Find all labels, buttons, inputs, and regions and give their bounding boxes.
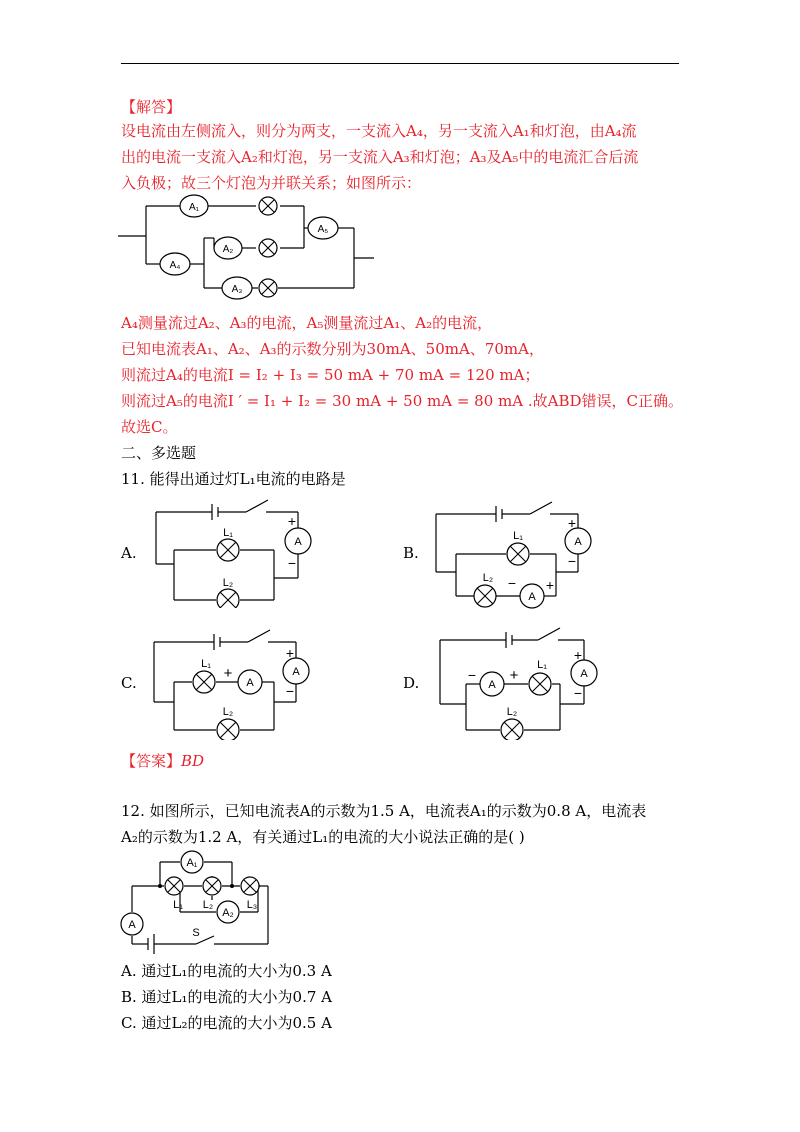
solution-after-1: A₄测量流过A₂、A₃的电流，A₅测量流过A₁、A₂的电流， [121, 314, 493, 332]
svg-text:A: A [128, 919, 136, 931]
label-a1: A₁ [188, 202, 200, 213]
svg-text:L₂: L₂ [222, 706, 234, 718]
svg-text:+: + [545, 577, 555, 593]
svg-text:+: + [573, 647, 583, 663]
header-rule [121, 63, 679, 64]
svg-text:L₁: L₁ [513, 530, 523, 542]
svg-text:+: + [285, 645, 295, 661]
solution-after-4: 则流过A₅的电流I ′ = I₁ + I₂ = 30 mA + 50 mA = 80 mA .故ABD错误，C正确。 [121, 392, 683, 410]
q11-option-c-label: C. [121, 674, 137, 692]
svg-text:A: A [294, 536, 302, 548]
svg-text:A: A [528, 591, 536, 603]
svg-text:L₁: L₁ [537, 659, 547, 671]
solution-after-3: 则流过A₄的电流I = I₂ + I₃ = 50 mA + 70 mA = 120 mA； [121, 366, 540, 384]
q11-option-a-label: A. [121, 544, 137, 562]
q12-stem-2: A₂的示数为1.2 A，有关通过L₁的电流的大小说法正确的是( ) [121, 828, 525, 846]
q11-circuit-c [150, 624, 320, 740]
answer-value: BD [181, 752, 205, 770]
q12-choice-b: B. 通过L₁的电流的大小为0.7 A [121, 988, 332, 1006]
svg-text:L₂: L₂ [482, 572, 494, 584]
svg-text:A: A [292, 666, 300, 678]
label-a5: A₅ [317, 224, 329, 235]
answer-prefix: 【答案】 [121, 752, 182, 770]
svg-text:L₃: L₃ [246, 899, 258, 911]
q12-stem-1: 12. 如图所示，已知电流表A的示数为1.5 A，电流表A₁的示数为0.8 A，电流表 [121, 802, 647, 820]
svg-text:+: + [287, 513, 297, 529]
svg-text:A: A [574, 536, 582, 548]
svg-text:L₁: L₁ [173, 899, 183, 911]
svg-text:A: A [488, 679, 496, 691]
svg-text:L₂: L₂ [202, 899, 214, 911]
solution-after-2: 已知电流表A₁、A₂、A₃的示数分别为30mA、50mA、70mA， [121, 340, 544, 358]
solution-line-3: 入负极；故三个灯泡为并联关系；如图所示： [121, 174, 422, 192]
solution-line-1: 设电流由左侧流入，则分为两支，一支流入A₄，另一支流入A₁和灯泡，由A₄流 [121, 122, 637, 140]
solution-header: 【解答】 [121, 98, 182, 116]
svg-text:+: + [509, 667, 519, 684]
svg-text:−: − [467, 667, 477, 683]
svg-text:−: − [507, 575, 517, 591]
svg-text:L₁: L₁ [201, 658, 211, 670]
q12-circuit-diagram [120, 850, 280, 954]
q11-circuit-a [150, 496, 320, 608]
section-title: 二、多选题 [121, 444, 197, 462]
q11-option-b-label: B. [403, 544, 419, 562]
q11-circuit-b [432, 496, 602, 612]
svg-text:+: + [567, 515, 577, 531]
svg-text:S: S [192, 927, 200, 939]
svg-text:−: − [287, 555, 297, 571]
label-a4: A₄ [169, 260, 181, 271]
q11-circuit-d [432, 624, 602, 740]
svg-text:L₂: L₂ [506, 706, 518, 718]
svg-text:A₁: A₁ [186, 857, 198, 869]
label-a3: A₃ [231, 284, 243, 295]
q11-option-d-label: D. [403, 674, 420, 692]
label-a2: A₂ [222, 244, 234, 255]
solution-line-2: 出的电流一支流入A₂和灯泡，另一支流入A₃和灯泡；A₃及A₅中的电流汇合后流 [121, 148, 639, 166]
svg-text:A₂: A₂ [222, 907, 234, 919]
svg-text:L₁: L₁ [223, 527, 233, 539]
solution-after-5: 故选C。 [121, 418, 178, 436]
q12-choice-c: C. 通过L₂的电流的大小为0.5 A [121, 1014, 332, 1032]
svg-text:A: A [580, 668, 588, 680]
svg-text:L₂: L₂ [222, 577, 234, 589]
q12-choice-a: A. 通过L₁的电流的大小为0.3 A [121, 962, 332, 980]
solution-circuit-diagram [118, 192, 378, 304]
q11-answer [121, 750, 204, 772]
svg-text:−: − [573, 685, 583, 701]
svg-text:−: − [285, 683, 295, 699]
svg-text:+: + [223, 665, 233, 682]
svg-text:A: A [246, 677, 254, 689]
svg-text:−: − [567, 553, 577, 569]
q11-stem: 11. 能得出通过灯L₁电流的电路是 [121, 470, 346, 488]
